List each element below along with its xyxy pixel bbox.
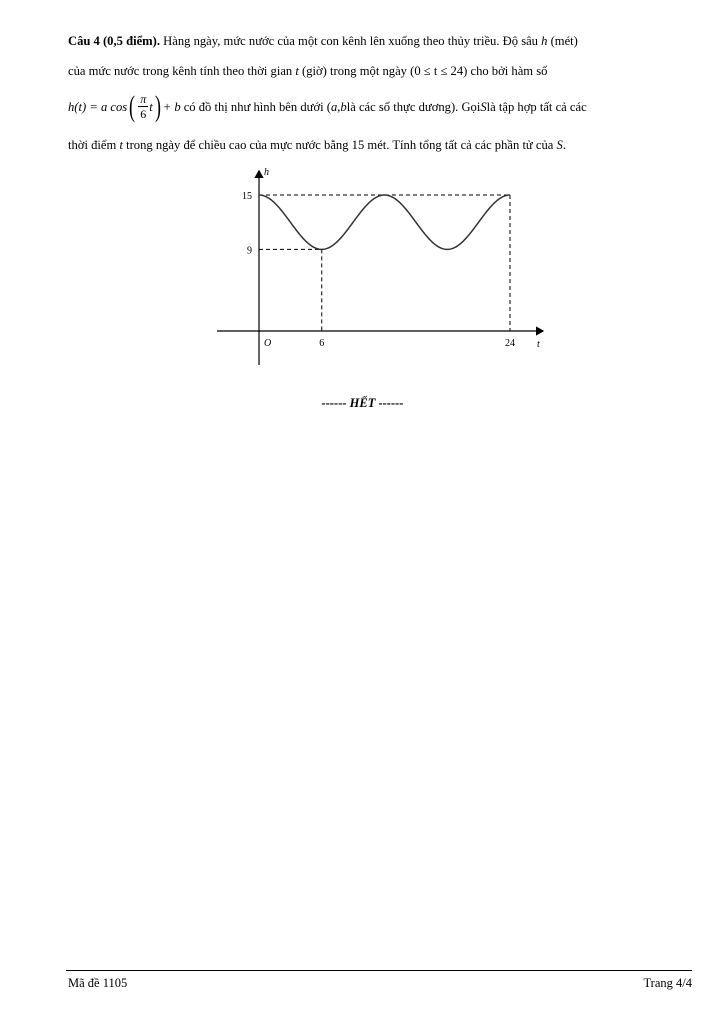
tide-curve (259, 195, 510, 249)
guide-lines (259, 195, 510, 331)
equation-left: h(t) = a cos (68, 99, 128, 114)
var-h: h (541, 34, 548, 48)
var-t-2: t (119, 138, 123, 152)
end-marker: ------ HẾT ------ (321, 396, 404, 410)
x-tick-6: 6 (319, 338, 325, 349)
question-text-2a: của mức nước trong kênh tính theo thời gian (68, 64, 296, 78)
equation-t: t (149, 99, 153, 114)
y-tick-15: 15 (242, 191, 252, 202)
question-text-1: Hàng ngày, mức nước của một con kênh lên xuống theo thủy triều. Độ sâu (160, 34, 542, 48)
question-line-1 (68, 34, 578, 49)
paren-close: ) (154, 90, 161, 123)
page-number: Trang 4/4 (643, 976, 692, 990)
origin-label: O (264, 338, 272, 349)
question-line-4 (68, 138, 566, 153)
question-text-4a: thời điểm (68, 138, 120, 152)
question-text-4b: trong ngày để chiều cao của mực nước bằng 15 mét. Tính tổng tất cả các phần tử của (122, 138, 557, 152)
question-text-2c: cho bởi hàm số (467, 64, 548, 78)
unit-h: (mét) (547, 34, 578, 48)
question-text-2b: (giờ) trong một ngày (298, 64, 411, 78)
y-tick-9: 9 (247, 245, 252, 257)
y-axis-label: h (264, 167, 269, 178)
time-range: (0 ≤ t ≤ 24) (410, 64, 468, 78)
var-ab: a,b (330, 99, 347, 114)
question-line-2 (68, 64, 547, 79)
var-S-2: S (556, 138, 563, 152)
var-S: S (480, 99, 487, 114)
question-text-3d: là tập hợp tất cả các (486, 99, 587, 114)
x-axis-label: t (537, 339, 540, 350)
question-text-3c: là các số thực dương). Gọi (346, 99, 481, 114)
var-t: t (295, 64, 299, 78)
tick-labels (242, 191, 515, 349)
paren-open: ( (129, 90, 136, 123)
question-text-3b: có đồ thị như hình bên dưới ( (183, 99, 331, 114)
question-line-3 (68, 92, 587, 132)
fraction (138, 93, 148, 121)
fraction-denominator: 6 (140, 107, 147, 121)
footer-divider (66, 970, 692, 971)
question-label: Câu 4 (0,5 điểm). (68, 34, 160, 48)
equation-right: + b (162, 99, 181, 114)
x-tick-24: 24 (505, 338, 515, 349)
tide-graph (210, 165, 555, 370)
question-text-4c: . (562, 138, 566, 152)
exam-code: Mã đề 1105 (68, 976, 128, 990)
fraction-numerator: π (140, 92, 147, 106)
equation (68, 92, 587, 122)
